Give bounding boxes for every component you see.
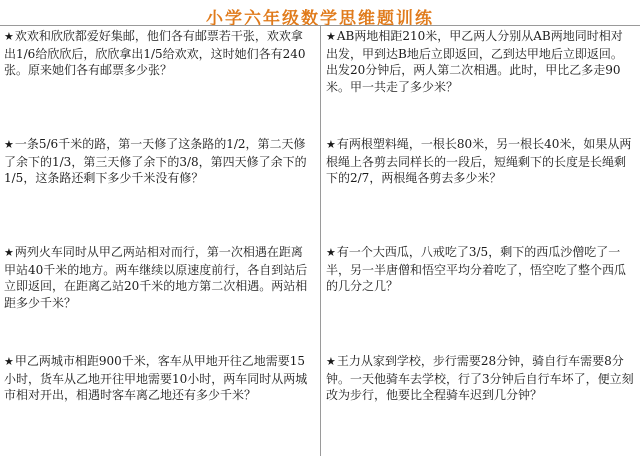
- problem-5: [326, 28, 634, 95]
- star-icon: ★: [326, 246, 336, 259]
- problem-1: [4, 28, 312, 79]
- problem-text: AB两地相距210米，甲乙两人分别从AB两地同时相对出发，甲到达B地后立即返回，乙到达甲地后立即返回。出发20分钟后，两人第二次相遇。此时，甲比乙多走90米。甲一共走了多少米？: [326, 29, 623, 94]
- column-divider: [320, 26, 321, 456]
- problem-text: 甲乙两城市相距900千米，客车从甲地开往乙地需要15小时，货车从乙地开往甲地需要10小时，两车同时从两城市相对开出，相遇时客车离乙地还有多少千米？: [4, 354, 308, 402]
- problem-8: [326, 353, 634, 404]
- page-title: 小学六年级数学思维题训练: [206, 9, 434, 29]
- problem-4: [4, 353, 312, 404]
- problem-text: 一条5/6千米的路，第一天修了这条路的1/2，第二天修了余下的1/3，第三天修了余下的3/8，第四天修了余下的1/5，这条路还剩下多少千米没有修？: [4, 137, 307, 185]
- problem-text: 王力从家到学校，步行需要28分钟，骑自行车需要8分钟。一天他骑车去学校，行了3分钟后自行车坏了，便立刻改为步行，他要比全程骑车迟到几分钟？: [326, 354, 634, 402]
- problem-6: [326, 136, 634, 187]
- problem-text: 有一个大西瓜，八戒吃了3/5，剩下的西瓜沙僧吃了一半，另一半唐僧和悟空平均分着吃了，悟空吃了整个西瓜的几分之几？: [326, 245, 627, 293]
- star-icon: ★: [326, 30, 336, 43]
- star-icon: ★: [4, 30, 14, 43]
- problem-text: 欢欢和欣欣都爱好集邮，他们各有邮票若干张，欢欢拿出1/6给欣欣后，欣欣拿出1/5给欢欢，这时她们各有240张。原来她们各有邮票多少张？: [4, 29, 306, 77]
- problem-text: 有两根塑料绳，一根长80米，另一根长40米，如果从两根绳上各剪去同样长的一段后，短绳剩下的长度是长绳剩下的2/7，两根绳各剪去多少米？: [326, 137, 632, 185]
- star-icon: ★: [4, 138, 14, 151]
- problem-2: [4, 136, 312, 187]
- problem-text: 两列火车同时从甲乙两站相对而行，第一次相遇在距离甲站40千米的地方。两车继续以原速度前行，各自到站后立即返回，在距离乙站20千米的地方第二次相遇。两站相距多少千米？: [4, 245, 308, 310]
- star-icon: ★: [4, 355, 14, 368]
- problem-7: [326, 244, 634, 295]
- problem-3: [4, 244, 312, 311]
- star-icon: ★: [4, 246, 14, 259]
- star-icon: ★: [326, 355, 336, 368]
- star-icon: ★: [326, 138, 336, 151]
